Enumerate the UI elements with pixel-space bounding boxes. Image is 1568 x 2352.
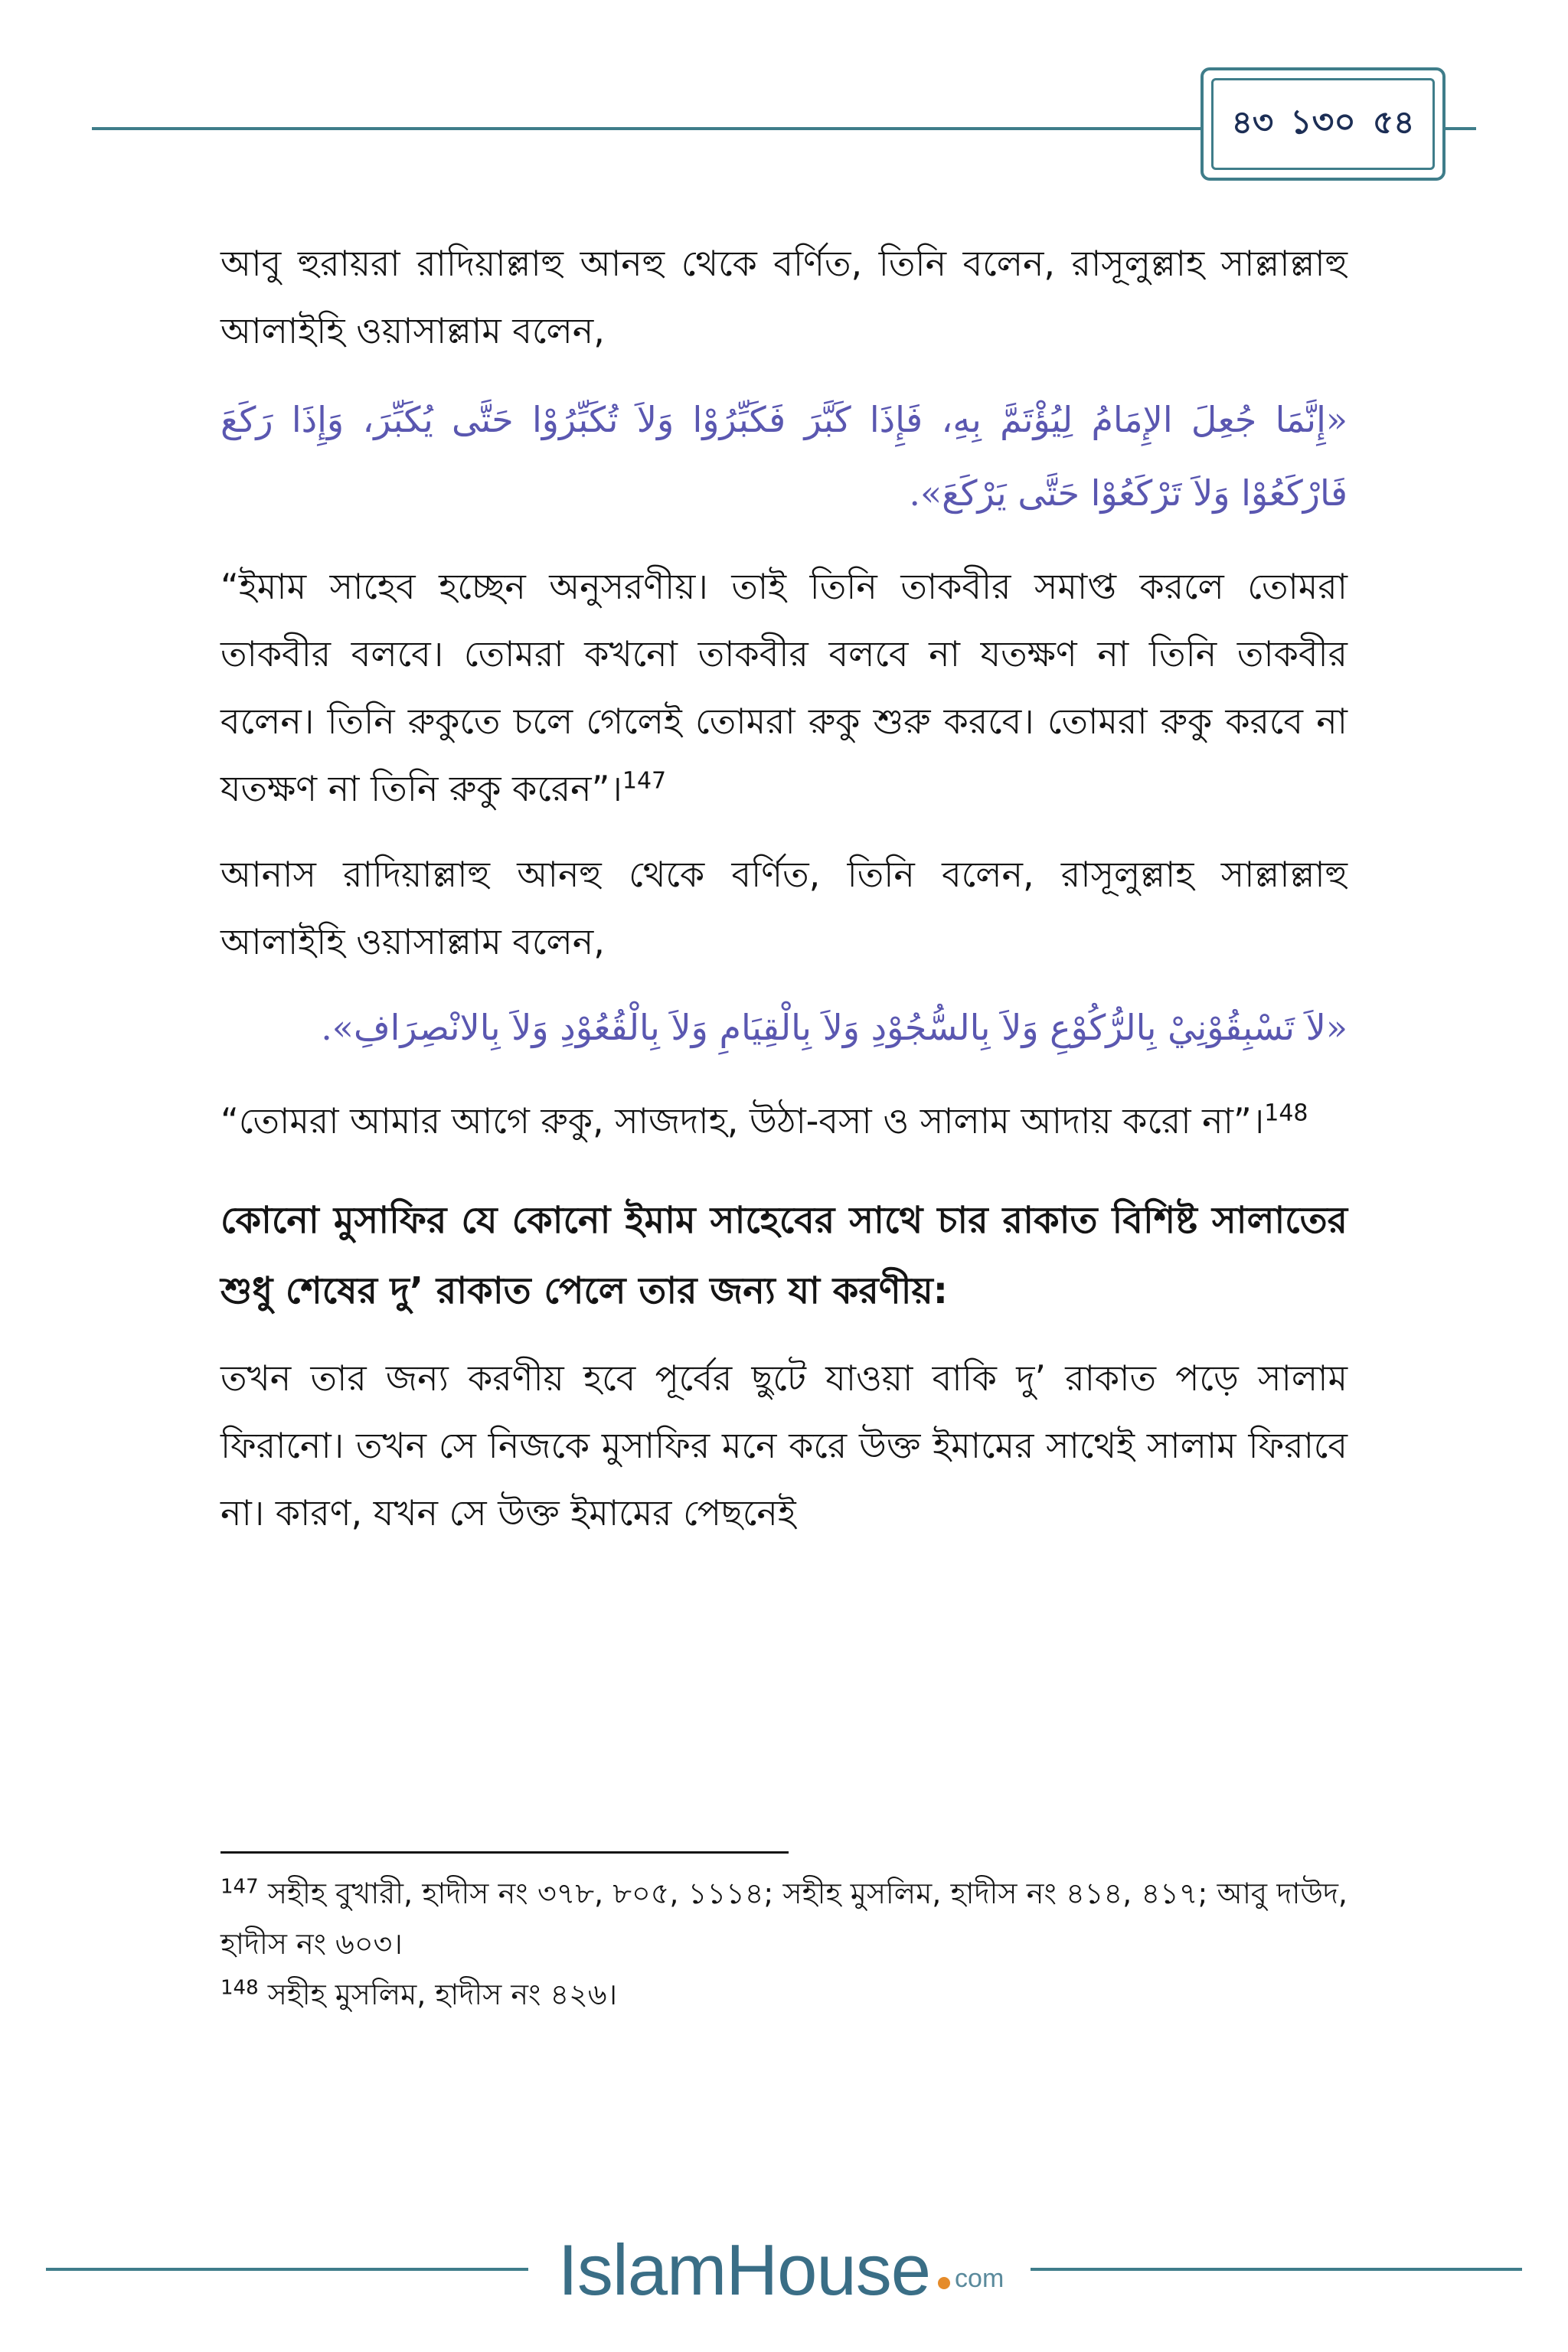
arabic-hadith-2: «لاَ تَسْبِقُوْنِيْ بِالرُّكُوْعِ وَلاَ بِالسُّجُوْدِ وَلاَ بِالْقِيَامِ وَلاَ بِالْقُعُوْدِ وَلاَ بِالانْصِرَافِ». [321,1007,1348,1048]
hadith-2-translation-text: “তোমরা আমার আগে রুকু, সাজদাহ, উঠা-বসা ও সালাম আদায় করো না”। [220,1100,1265,1142]
footnote-ref-147[interactable]: 147 [622,767,667,795]
badge-ornament-left-icon: ৪৩ [1231,103,1274,141]
brand-tld: com [955,2264,1004,2293]
footnote-number: 148 [220,1976,259,2000]
footer-rule-right [1031,2268,1522,2271]
footnote-text: সহীহ বুখারী, হাদীস নং ৩৭৮, ৮০৫, ১১১৪; সহীহ মুসলিম, হাদীস নং ৪১৪, ৪১৭; আবু দাউদ, হাদীস নং ৬০৩। [220,1877,1348,1961]
footnote-148 [220,1969,1348,2020]
paragraph-traveler-ruling: তখন তার জন্য করণীয় হবে পূর্বের ছুটে যাওয়া বাকি দু’ রাকাত পড়ে সালাম ফিরানো। তখন সে নিজকে মুসাফির মনে করে উক্ত ইমামের সাথেই সালাম ফিরাবে না। কারণ, যখন সে উক্ত ইমামের পেছনেই [220,1357,1348,1534]
hadith-1-translation-text: “ইমাম সাহেব হচ্ছেন অনুসরণীয়। তাই তিনি তাকবীর সমাপ্ত করলে তোমরা তাকবীর বলবে। তোমরা কখনো তাকবীর বলবে না যতক্ষণ না তিনি তাকবীর বলেন। তিনি রুকুতে চলে গেলেই তোমরা রুকু শুরু করবে। তোমরা রুকু করবে না যতক্ষণ না তিনি রুকু করেন”। [220,566,1348,809]
page-number-frame [1211,78,1435,170]
footer-rule-left [46,2268,528,2271]
paragraph-anas-intro: আনাস রাদিয়াল্লাহু আনহু থেকে বর্ণিত, তিনি বলেন, রাসূলুল্লাহ সাল্লাল্লাহু আলাইহি ওয়াসাল্লাম বলেন, [220,854,1348,962]
footnote-ref-148[interactable]: 148 [1264,1099,1308,1127]
header-rule-right [1446,127,1476,130]
footnote-number: 147 [220,1875,259,1899]
page-number-badge [1200,67,1446,181]
brand-name: IslamHouse [557,2230,931,2310]
arabic-hadith-1: «إِنَّمَا جُعِلَ الإِمَامُ لِيُؤْتَمَّ بِهِ، فَإِذَا كَبَّرَ فَكَبِّرُوْا وَلاَ تُكَبِّرُوْا حَتَّى يُكَبِّرَ، وَإِذَا رَكَعَ فَارْكَعُوْا وَلاَ تَرْكَعُوْا حَتَّى يَرْكَعَ». [220,399,1348,514]
footnote-text: সহীহ মুসলিম, হাদীস নং ৪২৬। [258,1978,618,2011]
brand-dot-icon [938,2277,950,2289]
islamhouse-logo[interactable] [536,2220,1026,2312]
footnote-divider [220,1851,789,1854]
paragraph-hadith-1-translation [220,553,1348,822]
section-heading-traveler: কোনো মুসাফির যে কোনো ইমাম সাহেবের সাথে চার রাকাত বিশিষ্ট সালাতের শুধু শেষের দু’ রাকাত পেলে তার জন্য যা করণীয়: [220,1199,1348,1312]
paragraph-abu-hurairah-intro: আবু হুরায়রা রাদিয়াল্লাহু আনহু থেকে বর্ণিত, তিনি বলেন, রাসূলুল্লাহ সাল্লাল্লাহু আলাইহি ওয়াসাল্লাম বলেন, [220,243,1348,351]
badge-ornament-right-icon: ৫৪ [1372,103,1415,141]
header-rule-left [92,127,1204,130]
footnote-147 [220,1868,1348,1969]
paragraph-hadith-2-translation [220,1087,1348,1155]
page-body [220,230,1348,1547]
footnotes [220,1868,1348,2020]
page-number: ১৩০ [1290,102,1356,142]
